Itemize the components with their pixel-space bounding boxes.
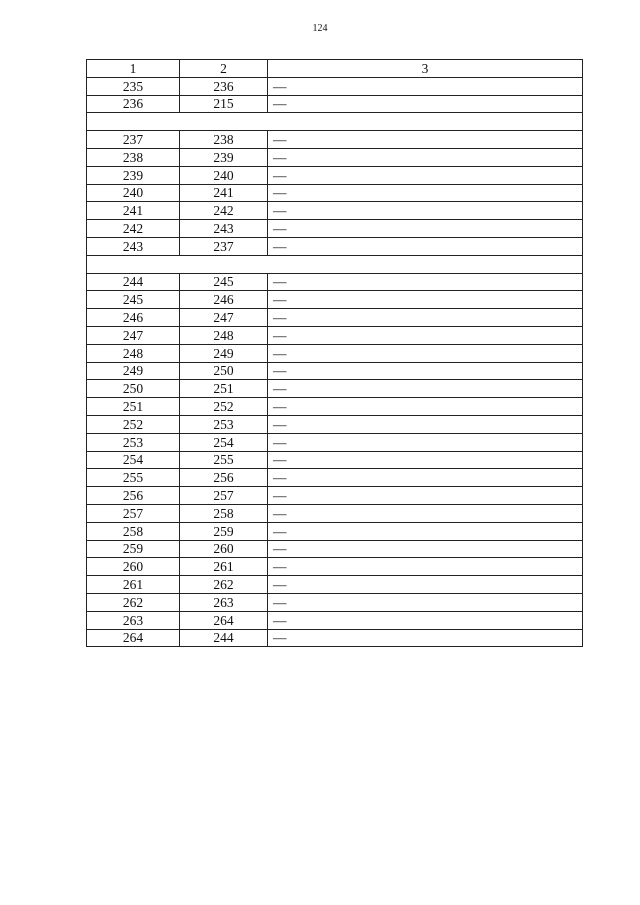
group-separator-cell <box>87 113 583 131</box>
table-cell-col1: 247 <box>87 326 180 344</box>
table-row <box>87 326 583 344</box>
table-cell-col3: — <box>268 77 583 95</box>
table-cell-col1: 260 <box>87 558 180 576</box>
table-row <box>87 77 583 95</box>
table-cell-col1: 245 <box>87 291 180 309</box>
table-cell-col2: 238 <box>180 131 268 149</box>
table-cell-col3: — <box>268 522 583 540</box>
table-cell-col1: 241 <box>87 202 180 220</box>
table-cell-col2: 237 <box>180 237 268 255</box>
table-cell-col1: 240 <box>87 184 180 202</box>
table-row <box>87 433 583 451</box>
table-cell-col3: — <box>268 202 583 220</box>
table-row <box>87 576 583 594</box>
table-row <box>87 309 583 327</box>
table-row <box>87 398 583 416</box>
table-cell-col3: — <box>268 451 583 469</box>
table-cell-col1: 244 <box>87 273 180 291</box>
table-cell-col3: — <box>268 380 583 398</box>
table-cell-col2: 251 <box>180 380 268 398</box>
table-cell-col1: 252 <box>87 415 180 433</box>
table-cell-col2: 262 <box>180 576 268 594</box>
table-cell-col2: 261 <box>180 558 268 576</box>
table-row <box>87 166 583 184</box>
table-row <box>87 131 583 149</box>
table-cell-col3: — <box>268 344 583 362</box>
table-cell-col2: 241 <box>180 184 268 202</box>
table-cell-col2: 250 <box>180 362 268 380</box>
table-cell-col2: 260 <box>180 540 268 558</box>
table-cell-col1: 257 <box>87 504 180 522</box>
table-row <box>87 220 583 238</box>
table-cell-col1: 258 <box>87 522 180 540</box>
table-cell-col2: 246 <box>180 291 268 309</box>
table-cell-col3: — <box>268 611 583 629</box>
table-header-row <box>87 60 583 78</box>
table-cell-col1: 243 <box>87 237 180 255</box>
data-table <box>86 59 583 647</box>
table-cell-col1: 259 <box>87 540 180 558</box>
table-cell-col1: 261 <box>87 576 180 594</box>
table-cell-col1: 251 <box>87 398 180 416</box>
table-row <box>87 522 583 540</box>
group-separator-cell <box>87 255 583 273</box>
table-row <box>87 380 583 398</box>
table-row <box>87 540 583 558</box>
table-cell-col2: 258 <box>180 504 268 522</box>
table-cell-col2: 215 <box>180 95 268 113</box>
table-row <box>87 469 583 487</box>
table-cell-col1: 246 <box>87 309 180 327</box>
table-cell-col3: — <box>268 469 583 487</box>
table-row <box>87 487 583 505</box>
table-cell-col3: — <box>268 593 583 611</box>
column-header-2: 2 <box>180 60 268 78</box>
table-cell-col1: 263 <box>87 611 180 629</box>
table-cell-col2: 257 <box>180 487 268 505</box>
table-cell-col1: 256 <box>87 487 180 505</box>
table-row <box>87 415 583 433</box>
table-cell-col3: — <box>268 487 583 505</box>
table-cell-col1: 248 <box>87 344 180 362</box>
column-header-3: 3 <box>268 60 583 78</box>
table-cell-col1: 255 <box>87 469 180 487</box>
table-cell-col1: 235 <box>87 77 180 95</box>
table-cell-col1: 262 <box>87 593 180 611</box>
table-cell-col1: 249 <box>87 362 180 380</box>
table-cell-col3: — <box>268 326 583 344</box>
group-separator-row <box>87 113 583 131</box>
table-cell-col1: 253 <box>87 433 180 451</box>
table-row <box>87 611 583 629</box>
table-cell-col3: — <box>268 309 583 327</box>
table-cell-col1: 254 <box>87 451 180 469</box>
table-cell-col3: — <box>268 131 583 149</box>
table-cell-col3: — <box>268 273 583 291</box>
table-cell-col2: 236 <box>180 77 268 95</box>
table-cell-col2: 263 <box>180 593 268 611</box>
table-cell-col2: 240 <box>180 166 268 184</box>
table-cell-col2: 256 <box>180 469 268 487</box>
table-cell-col3: — <box>268 166 583 184</box>
table-cell-col3: — <box>268 576 583 594</box>
table-row <box>87 593 583 611</box>
group-separator-row <box>87 255 583 273</box>
table-cell-col1: 264 <box>87 629 180 647</box>
table-cell-col2: 242 <box>180 202 268 220</box>
table-cell-col2: 252 <box>180 398 268 416</box>
table-cell-col3: — <box>268 237 583 255</box>
table-cell-col2: 243 <box>180 220 268 238</box>
table-row <box>87 291 583 309</box>
table-cell-col1: 237 <box>87 131 180 149</box>
table-cell-col2: 239 <box>180 148 268 166</box>
page-number: 124 <box>312 23 328 34</box>
table-row <box>87 237 583 255</box>
table-cell-col3: — <box>268 504 583 522</box>
table-cell-col2: 254 <box>180 433 268 451</box>
table-cell-col2: 255 <box>180 451 268 469</box>
table-row <box>87 148 583 166</box>
table-cell-col1: 236 <box>87 95 180 113</box>
table-cell-col3: — <box>268 540 583 558</box>
table-cell-col2: 264 <box>180 611 268 629</box>
table-row <box>87 451 583 469</box>
column-header-1: 1 <box>87 60 180 78</box>
table-cell-col1: 238 <box>87 148 180 166</box>
table-row <box>87 202 583 220</box>
table-row <box>87 184 583 202</box>
table-cell-col2: 249 <box>180 344 268 362</box>
table-cell-col3: — <box>268 95 583 113</box>
table-cell-col1: 239 <box>87 166 180 184</box>
table-row <box>87 558 583 576</box>
table-cell-col3: — <box>268 220 583 238</box>
table-cell-col3: — <box>268 291 583 309</box>
table-row <box>87 504 583 522</box>
table-cell-col3: — <box>268 415 583 433</box>
table-cell-col2: 247 <box>180 309 268 327</box>
table-row <box>87 362 583 380</box>
table-cell-col3: — <box>268 433 583 451</box>
table-cell-col3: — <box>268 362 583 380</box>
table-cell-col1: 250 <box>87 380 180 398</box>
table-cell-col3: — <box>268 629 583 647</box>
table-cell-col2: 244 <box>180 629 268 647</box>
table-cell-col3: — <box>268 184 583 202</box>
table-cell-col3: — <box>268 148 583 166</box>
table-cell-col2: 259 <box>180 522 268 540</box>
table-cell-col2: 253 <box>180 415 268 433</box>
table-cell-col2: 245 <box>180 273 268 291</box>
table-cell-col2: 248 <box>180 326 268 344</box>
table-cell-col3: — <box>268 398 583 416</box>
table-row <box>87 344 583 362</box>
table-cell-col1: 242 <box>87 220 180 238</box>
table-body <box>87 77 583 647</box>
table-cell-col3: — <box>268 558 583 576</box>
table-row <box>87 95 583 113</box>
table-row <box>87 273 583 291</box>
table-row <box>87 629 583 647</box>
